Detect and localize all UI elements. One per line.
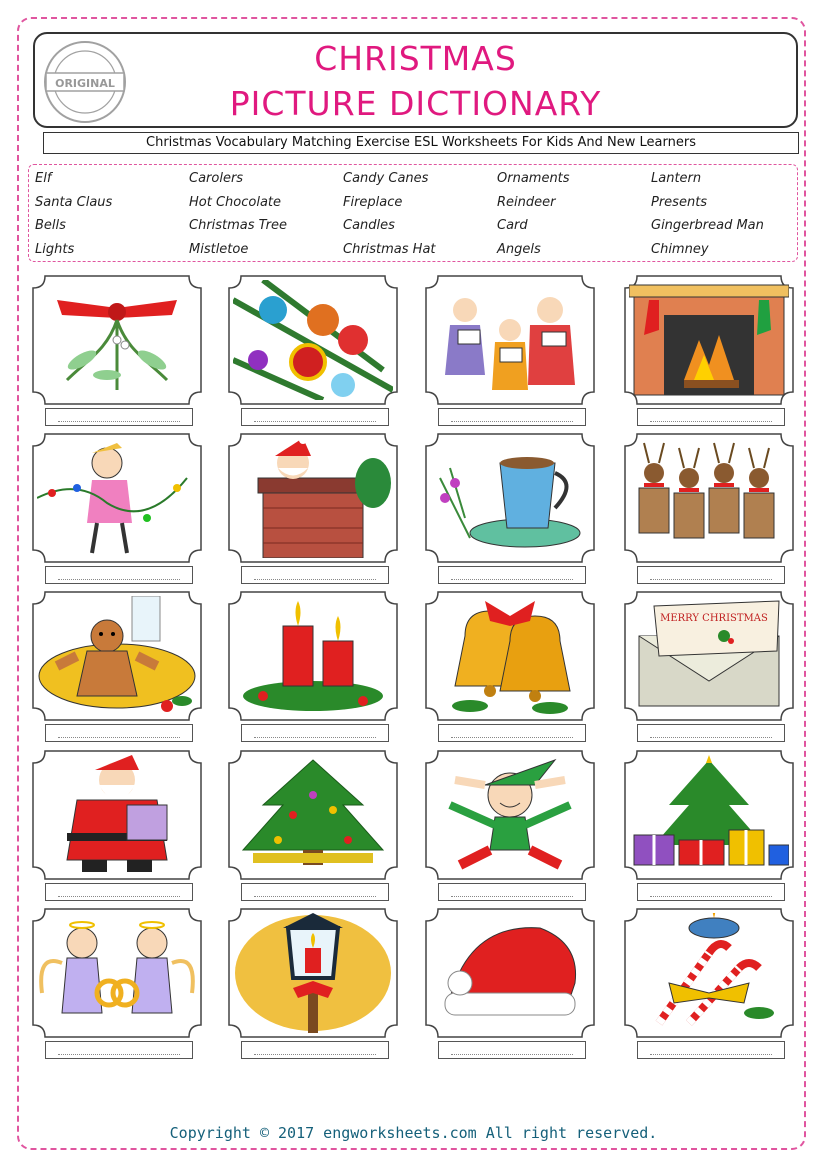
answer-box[interactable]	[45, 883, 193, 901]
svg-text:MERRY CHRISTMAS: MERRY CHRISTMAS	[660, 613, 768, 624]
worksheet-description: Christmas Vocabulary Matching Exercise ESL Worksheets For Kids And New Learners	[43, 132, 799, 154]
lantern-icon	[233, 913, 393, 1033]
christmas-tree-icon	[233, 755, 393, 875]
vocab-word: Christmas Hat	[343, 241, 436, 257]
answer-box[interactable]	[438, 1041, 586, 1059]
answer-dotted-line	[451, 579, 573, 580]
answer-dotted-line	[451, 1054, 573, 1055]
vocab-word: Mistletoe	[189, 241, 249, 257]
answer-dotted-line	[254, 896, 376, 897]
picture-card	[227, 432, 399, 564]
answer-dotted-line	[451, 421, 573, 422]
answer-box[interactable]	[45, 1041, 193, 1059]
answer-box[interactable]	[241, 724, 389, 742]
answer-box[interactable]	[637, 724, 785, 742]
vocab-word: Carolers	[189, 171, 244, 186]
answer-dotted-line	[58, 1054, 180, 1055]
picture-card	[227, 274, 399, 406]
header-box	[33, 32, 798, 128]
answer-dotted-line	[451, 896, 573, 897]
fireplace-icon	[629, 280, 789, 400]
answer-box[interactable]	[241, 408, 389, 426]
copyright-footer: Copyright © 2017 engworksheets.com All right reserved.	[169, 1124, 658, 1142]
page-title: CHRISTMAS	[314, 39, 517, 78]
picture-card	[424, 274, 596, 406]
vocab-word: Bells	[35, 218, 66, 233]
picture-card	[31, 274, 203, 406]
answer-box[interactable]	[241, 883, 389, 901]
page-subtitle-title: PICTURE DICTIONARY	[229, 84, 602, 123]
answer-box[interactable]	[438, 883, 586, 901]
answer-box[interactable]	[438, 408, 586, 426]
answer-dotted-line	[254, 421, 376, 422]
vocab-word: Presents	[651, 194, 708, 210]
vocab-word: Gingerbread Man	[651, 218, 764, 233]
svg-text:ORIGINAL: ORIGINAL	[55, 77, 115, 90]
picture-card	[424, 749, 596, 881]
answer-dotted-line	[58, 421, 180, 422]
vocab-word: Candles	[343, 218, 395, 233]
christmas-hat-icon	[430, 913, 590, 1033]
answer-dotted-line	[58, 579, 180, 580]
vocabulary-box	[28, 164, 798, 262]
picture-card	[623, 907, 795, 1039]
answer-dotted-line	[650, 579, 772, 580]
answer-dotted-line	[254, 737, 376, 738]
elf-icon	[430, 755, 590, 875]
santa-claus-icon	[37, 755, 197, 875]
picture-card	[227, 907, 399, 1039]
answer-box[interactable]	[438, 566, 586, 584]
picture-card	[623, 432, 795, 564]
reindeer-icon	[629, 438, 789, 558]
vocab-word: Candy Canes	[343, 171, 429, 186]
vocab-word: Ornaments	[497, 171, 570, 186]
answer-box[interactable]	[438, 724, 586, 742]
answer-dotted-line	[254, 579, 376, 580]
candles-icon	[233, 596, 393, 716]
answer-box[interactable]	[241, 566, 389, 584]
answer-dotted-line	[650, 737, 772, 738]
answer-box[interactable]	[637, 566, 785, 584]
picture-card	[31, 749, 203, 881]
chimney-icon	[233, 438, 393, 558]
presents-icon	[629, 755, 789, 875]
vocab-word: Reindeer	[497, 194, 556, 210]
vocabulary-grid	[35, 167, 795, 261]
picture-card	[227, 590, 399, 722]
answer-dotted-line	[58, 896, 180, 897]
card-icon	[629, 596, 789, 716]
vocab-word: Lantern	[651, 171, 702, 186]
picture-card	[623, 274, 795, 406]
picture-card	[424, 432, 596, 564]
angels-icon	[37, 913, 197, 1033]
answer-box[interactable]	[45, 724, 193, 742]
picture-card	[424, 907, 596, 1039]
picture-card	[424, 590, 596, 722]
picture-card	[31, 590, 203, 722]
vocab-word: Hot Chocolate	[189, 194, 282, 210]
candy-canes-icon	[629, 913, 789, 1033]
hot-chocolate-icon	[430, 438, 590, 558]
vocab-word: Angels	[497, 241, 541, 257]
vocab-word: Fireplace	[343, 194, 403, 210]
answer-box[interactable]	[637, 883, 785, 901]
answer-dotted-line	[451, 737, 573, 738]
answer-dotted-line	[650, 1054, 772, 1055]
lights-icon	[37, 438, 197, 558]
answer-dotted-line	[254, 1054, 376, 1055]
vocab-word: Christmas Tree	[189, 218, 287, 233]
bells-icon	[430, 596, 590, 716]
vocab-word: Lights	[35, 241, 75, 257]
vocab-word: Card	[497, 218, 528, 233]
answer-box[interactable]	[637, 408, 785, 426]
mistletoe-icon	[37, 280, 197, 400]
vocab-word: Chimney	[651, 241, 709, 257]
picture-card	[623, 590, 795, 722]
answer-dotted-line	[650, 421, 772, 422]
answer-dotted-line	[58, 737, 180, 738]
picture-card	[31, 907, 203, 1039]
vocab-word: Elf	[35, 171, 52, 186]
answer-box[interactable]	[45, 408, 193, 426]
answer-box[interactable]	[45, 566, 193, 584]
picture-card	[623, 749, 795, 881]
ornaments-icon	[233, 280, 393, 400]
picture-card	[227, 749, 399, 881]
answer-dotted-line	[650, 896, 772, 897]
vocab-word: Santa Claus	[35, 194, 113, 210]
gingerbread-man-icon	[37, 596, 197, 716]
carolers-icon	[430, 280, 590, 400]
picture-card	[31, 432, 203, 564]
answer-box[interactable]	[637, 1041, 785, 1059]
answer-box[interactable]	[241, 1041, 389, 1059]
